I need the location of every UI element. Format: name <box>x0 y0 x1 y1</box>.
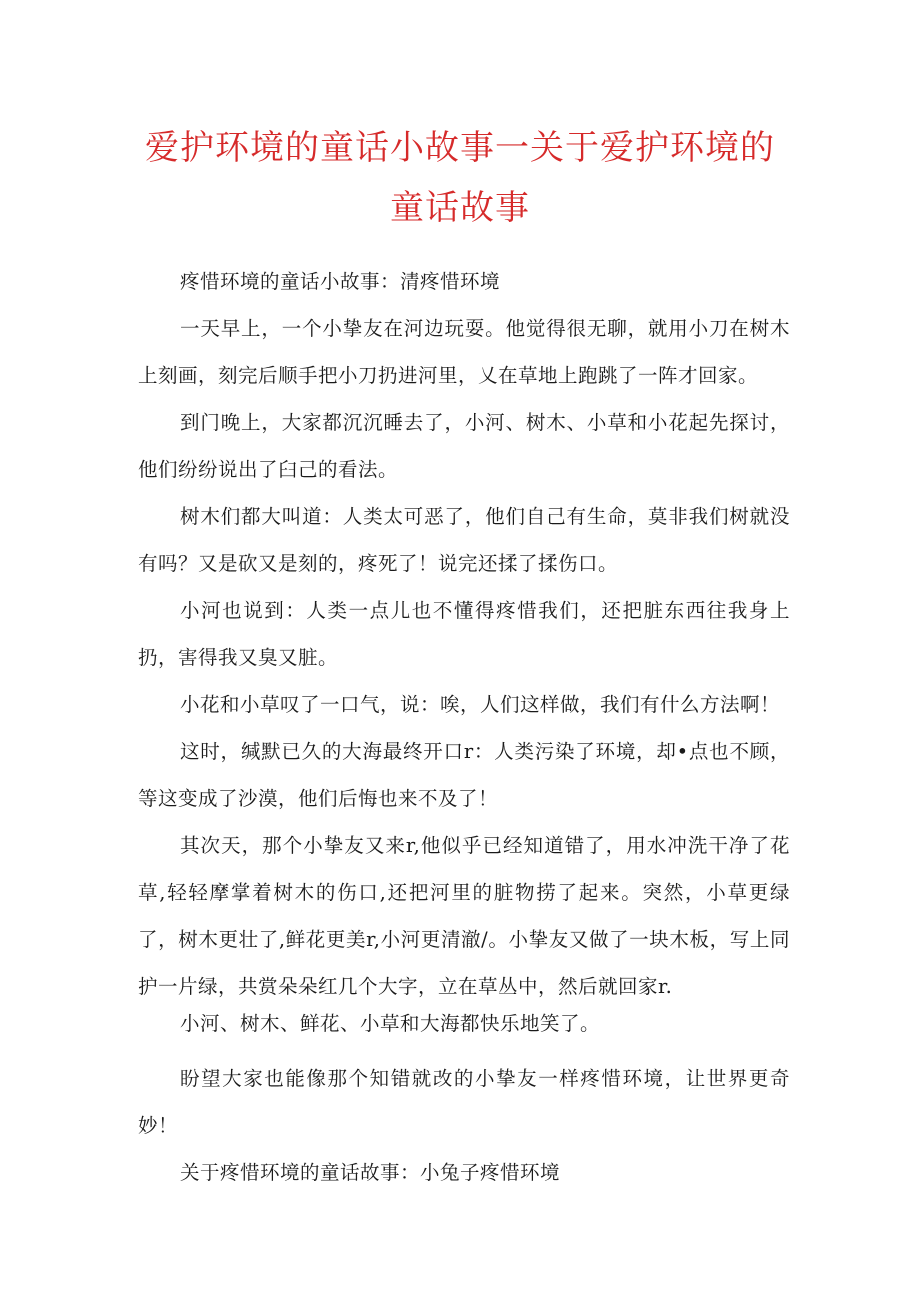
paragraph: 到门晚上，大家都沉沉睡去了，小河、树木、小草和小花起先探讨，他们纷纷说出了臼己的看法。 <box>138 411 790 481</box>
subtitle-paragraph: 关于疼惜环境的童话故事：小兔子疼惜环境 <box>180 1161 561 1184</box>
paragraph: 盼望大家也能像那个知错就改的小挚友一样疼惜环境，让世界更奇妙！ <box>138 1067 790 1137</box>
paragraph: 小河也说到：人类一点儿也不懂得疼惜我们，还把脏东西往我身上扔，害得我又臭又脏。 <box>138 599 790 669</box>
paragraph: 树木们都大叫道：人类太可恶了，他们自己有生命，莫非我们树就没有吗？又是砍又是刻的，疼死了！说完还揉了揉伤口。 <box>138 505 790 575</box>
paragraph: 小花和小草叹了一口气，说：唉，人们这样做，我们有什么方法啊！ <box>180 693 781 716</box>
paragraph: 一天早上，一个小挚友在河边玩耍。他觉得很无聊，就用小刀在树木上刻画，刻完后顺手把小刀扔进河里，乂在草地上跑跳了一阵才回家。 <box>138 317 790 387</box>
paragraph: 这时，缄默已久的大海最终开口r：人类污染了环境，却•点也不顾，等这变成了沙漠，他们后悔也来不及了！ <box>138 740 790 810</box>
paragraph: 其次天，那个小挚友又来r,他似乎已经知道错了，用水冲洗干净了花草,轻轻摩掌着树木的伤口,还把河里的脏物捞了起来。突然，小草更绿了，树木更壮了,鲜花更美r,小河更清澈/。小挚友又做了一块木板，写上同护一片绿，共赏朵朵红几个大字，立在草丛中，然后就回家r. <box>138 834 790 998</box>
subtitle-paragraph: 疼惜环境的童话小故事：清疼惜环境 <box>180 270 501 293</box>
document-title: 爱护环境的童话小故事一关于爱护环境的童话故事 <box>145 128 775 228</box>
paragraph: 小河、树木、鲜花、小草和大海都快乐地笑了。 <box>180 1012 601 1035</box>
document-body <box>138 258 790 1196</box>
